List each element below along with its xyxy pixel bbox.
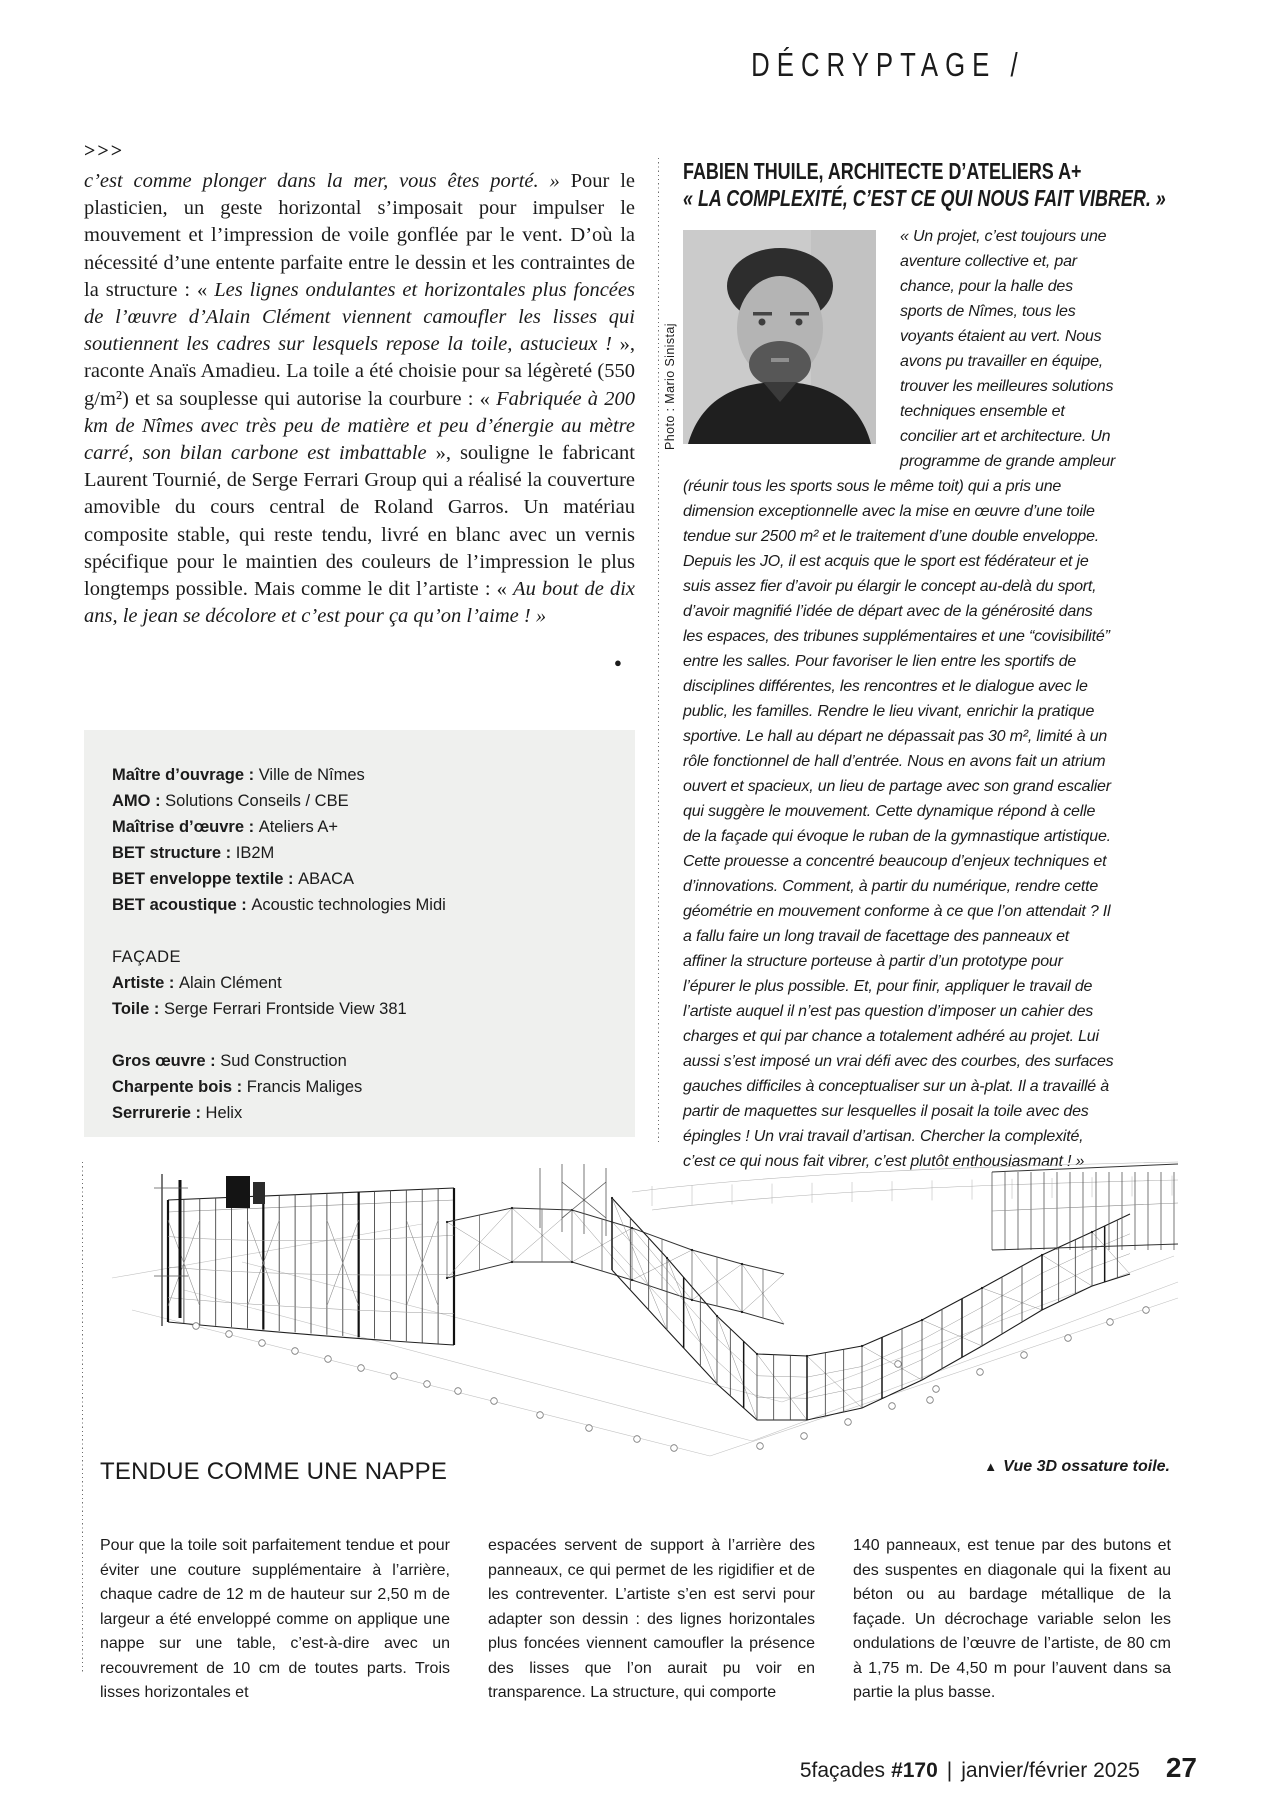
credits-row: Serrurerie : Helix [112,1104,243,1122]
credits-group [112,944,607,1022]
photo-credit: Photo : Mario Sinistaj [663,323,677,450]
credits-row: AMO : Solutions Conseils / CBE [112,792,349,810]
portrait-image [683,230,876,444]
page-number: 27 [1165,1752,1197,1783]
text-column-3: 140 panneaux, est tenue par des butons et des suspentes en diagonale qui la fixent au béton ou au bardage métallique de la façade. Un décrochage variable selon les ondulations de l’œuvre de l’artiste, de 80 cm à 1,75 m. De 4,50 m pour l’auvent dans sa partie la plus basse. [853,1537,1171,1701]
credits-row: Maître d’ouvrage : Ville de Nîmes [112,766,365,784]
figure-3d-wireframe [92,1158,1188,1464]
credits-row: Gros œuvre : Sud Construction [112,1052,347,1070]
credits-group [112,762,607,918]
footer-issue: #170 [891,1759,938,1782]
credits-box-content [112,762,607,1126]
footer-magazine: 5façades [799,1759,886,1782]
bottom-text-columns [100,1518,1171,1722]
footer [800,1752,1197,1784]
structure-wireframe-drawing [92,1158,1188,1464]
section-divider-dotted [82,1162,83,1674]
credits-box [84,730,635,1137]
interview-title: FABIEN THUILE, ARCHITECTE D’ATELIERS A+ [683,158,1082,184]
footer-date: janvier/février 2025 [961,1759,1140,1782]
interview-column [683,158,1166,1174]
caption-arrow-icon: ▲ [984,1459,998,1474]
credits-row: Charpente bois : Francis Maliges [112,1078,363,1096]
text-column-2: espacées servent de support à l’arrière des panneaux, ce qui permet de les rigidifier et de les contreventer. L’artiste s’en est servi pour adapter son dessin : des lignes horizontales plus foncées viennent camoufler la présence des lisses que l’on aurait pu voir en transparence. La structure, qui comporte [488,1537,815,1701]
credits-section-title: FAÇADE [112,948,182,966]
column-divider-dotted [658,158,659,1142]
credits-row: BET acoustique : Acoustic technologies Midi [112,896,446,914]
figure-caption-text: Vue 3D ossature toile. [1003,1458,1170,1475]
article-column [84,140,635,630]
figure-caption [984,1458,1170,1476]
portrait-photo [683,230,876,444]
section-header: DÉCRYPTAGE / [751,46,1025,83]
article-end-mark: ● [614,655,622,670]
interview-quote-text: « Un projet, c’est toujours une aventure collective et, par chance, pour la halle des sports de Nîmes, tous les voyants étaient au vert. Nous avons pu travailler en équipe, trouver les meilleures solutions techniques ensemble et concilier art et architecture. Un programme de grande ampleur (réunir tous les sports sous le même toit) qui a pris une dimension exceptionnelle avec la mise en œuvre d’une toile tendue sur 2500 m² et le traitement d’une double enveloppe. Depuis les JO, il est acquis que le sport est fédérateur et je suis assez fier d’avoir pu élargir le concept au-delà du sport, d’avoir magnifié l’idée de départ avec de la générosité dans les espaces, des tribunes supplémentaires et une “covisibilité” entre les salles. Pour favoriser le lien entre les sportifs de disciplines différentes, les rencontres et le dialogue avec le public, les familles. Rendre le lieu vivant, enrichir la pratique sportive. Le hall au départ ne dépassait pas 30 m², limité à un rôle fonctionnel de hall d’entrée. Nous en avons fait un atrium ouvert et spacieux, un lieu de partage avec son grand escalier qui suggère le mouvement. Cette dynamique répond à celle de la façade qui évoque le ruban de la gymnastique artistique. Cette prouesse a concentré beaucoup d’enjeux techniques et d’innovations. Comment, à partir du numérique, rendre cette géométrie en mouvement conforme à ce que l’on attendait ? Il a fallu faire un long travail de facettage des panneaux et affiner la structure porteuse à partir d’un prototype pour l’épurer le plus possible. Et, pour finir, appliquer le travail de l’artiste auquel il n’est pas question d’imposer un cahier des charges et qui par chance a totalement adhéré au projet. Lui aussi s’est imposé un vrai défi avec des courbes, des surfaces gauches difficiles à conceptualiser sur un à-plat. Il a travaillé à partir de maquettes sur lesquelles il posait la toile avec des épingles ! Un vrai travail d’artisan. Chercher la complexité, c’est ce qui nous fait vibrer, c’est plutôt enthousiasmant ! » [683,228,1116,1170]
interview-quote-block [683,224,1116,1174]
interview-quote-title: « LA COMPLEXITÉ, C’EST CE QUI NOUS FAIT VIBRER. » [683,185,1166,211]
credits-row: BET enveloppe textile : ABACA [112,870,355,888]
credits-row: BET structure : IB2M [112,844,275,862]
continuation-marker: >>> [84,140,125,162]
credits-row: Artiste : Alain Clément [112,974,282,992]
credits-group [112,1048,607,1126]
credits-row: Maîtrise d’œuvre : Ateliers A+ [112,818,339,836]
credits-row: Toile : Serge Ferrari Frontside View 381 [112,1000,407,1018]
text-column-1: Pour que la toile soit parfaitement tendue et pour éviter une couture supplémentaire à l’arrière, chaque cadre de 12 m de hauteur sur 2,50 m de largeur a été enveloppé comme on applique une nappe sur une table, c’est-à-dire avec un recouvrement de 10 cm de toutes parts. Trois lisses horizontales et [100,1537,450,1701]
bottom-section-heading: TENDUE COMME UNE NAPPE [100,1458,448,1485]
article-body: c’est comme plonger dans la mer, vous êtes porté. » Pour le plasticien, un geste horizontal s’imposait pour impulser le mouvement et l’impression de voile gonflée par le vent. D’où la nécessité d’une entente parfaite entre le dessin et les contraintes de la structure : « Les lignes ondulantes et horizontales plus foncées de l’œuvre d’Alain Clément viennent camoufler les lisses qui soutiennent les cadres sur lesquels repose la toile, astucieux ! », raconte Anaïs Amadieu. La toile a été choisie pour sa légèreté (550 g/m²) et sa souplesse qui autorise la courbure : « Fabriquée à 200 km de Nîmes avec très peu de matière et peu d’énergie au mètre carré, son bilan carbone est imbattable », souligne le fabricant Laurent Tournié, de Serge Ferrari Group qui a réalisé la couverture amovible du cours central de Roland Garros. Un matériau composite stable, qui reste tendu, livré en blanc avec un vernis spécifique pour le maintien des couleurs de l’impression le plus longtemps possible. Mais comme le dit l’artiste : « Au bout de dix ans, le jean se décolore et c’est pour ça qu’on l’aime ! » [84,170,635,628]
footer-separator: | [946,1759,953,1782]
